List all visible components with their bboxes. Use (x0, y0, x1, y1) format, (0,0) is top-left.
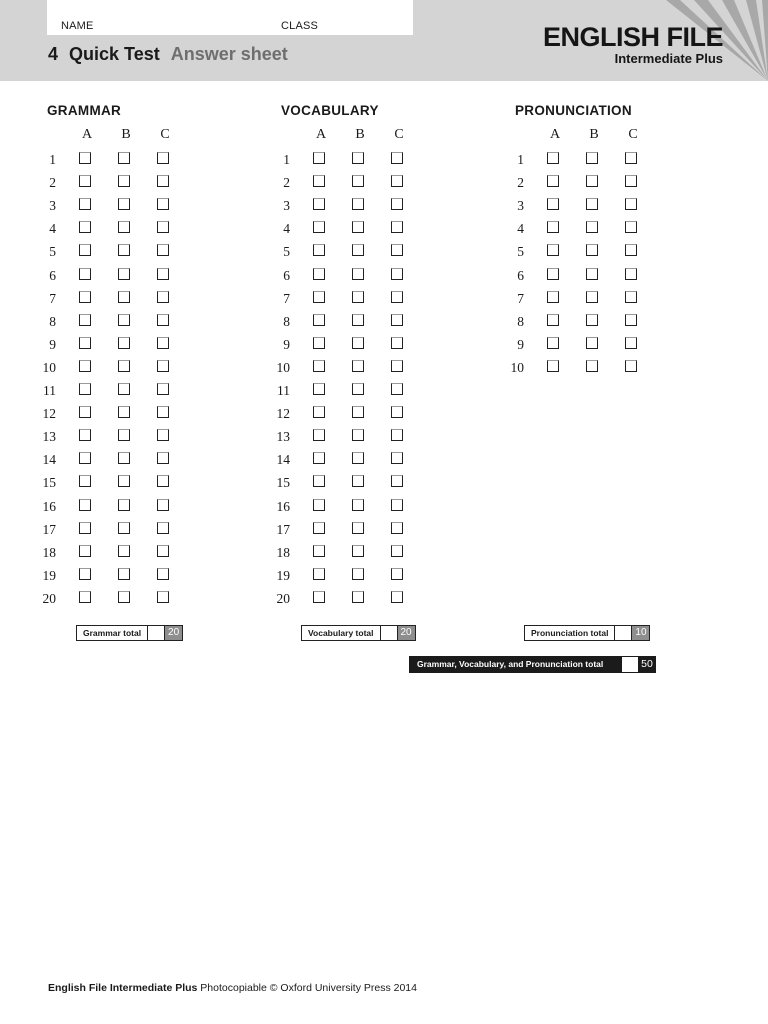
answer-checkbox-c[interactable] (625, 360, 637, 372)
answer-checkbox-a[interactable] (79, 522, 91, 534)
answer-checkbox-c[interactable] (625, 244, 637, 256)
question-number: 10 (276, 359, 290, 375)
answer-row (505, 358, 715, 378)
answer-checkbox-c[interactable] (391, 429, 403, 441)
section-title: PRONUNCIATION (515, 103, 632, 118)
answer-checkbox-b[interactable] (118, 429, 130, 441)
grammar-total-box (76, 625, 183, 641)
answer-row (271, 150, 481, 170)
test-subtitle: Answer sheet (170, 44, 288, 64)
answer-checkbox-b[interactable] (586, 244, 598, 256)
answer-row (271, 450, 481, 470)
answer-checkbox-a[interactable] (79, 406, 91, 418)
answer-checkbox-b[interactable] (352, 360, 364, 372)
question-number: 12 (276, 406, 290, 422)
question-number: 9 (283, 336, 290, 352)
answer-checkbox-b[interactable] (586, 198, 598, 210)
answer-checkbox-c[interactable] (625, 221, 637, 233)
question-number: 8 (49, 313, 56, 329)
class-label: CLASS (281, 20, 319, 32)
answer-checkbox-b[interactable] (586, 291, 598, 303)
answer-checkbox-a[interactable] (313, 568, 325, 580)
answer-checkbox-b[interactable] (352, 383, 364, 395)
question-number: 7 (283, 290, 290, 306)
answer-checkbox-a[interactable] (313, 314, 325, 326)
answer-checkbox-b[interactable] (352, 522, 364, 534)
answer-checkbox-a[interactable] (313, 360, 325, 372)
column-header-a: A (81, 127, 93, 142)
column-header-c: C (160, 127, 170, 142)
answer-checkbox-b[interactable] (118, 221, 130, 233)
column-header-a: A (549, 127, 561, 142)
question-number: 7 (49, 290, 56, 306)
question-number: 14 (42, 452, 56, 468)
answer-checkbox-a[interactable] (313, 383, 325, 395)
question-number: 2 (517, 175, 524, 191)
answer-row (271, 196, 481, 216)
answer-checkbox-c[interactable] (157, 291, 169, 303)
answer-checkbox-c[interactable] (391, 337, 403, 349)
question-number: 2 (283, 175, 290, 191)
question-number: 16 (42, 498, 56, 514)
answer-checkbox-b[interactable] (118, 244, 130, 256)
answer-checkbox-c[interactable] (157, 452, 169, 464)
answer-checkbox-c[interactable] (157, 429, 169, 441)
vocabulary-total-box (301, 625, 416, 641)
question-number: 4 (283, 221, 290, 237)
answer-checkbox-c[interactable] (391, 406, 403, 418)
answer-checkbox-c[interactable] (391, 475, 403, 487)
answer-checkbox-b[interactable] (118, 591, 130, 603)
answer-checkbox-a[interactable] (313, 175, 325, 187)
answer-row (505, 150, 715, 170)
answer-checkbox-a[interactable] (79, 383, 91, 395)
answer-checkbox-a[interactable] (547, 360, 559, 372)
answer-checkbox-c[interactable] (391, 175, 403, 187)
answer-checkbox-a[interactable] (79, 360, 91, 372)
answer-checkbox-c[interactable] (391, 383, 403, 395)
answer-row (505, 196, 715, 216)
answer-row (37, 335, 247, 355)
answer-checkbox-c[interactable] (391, 452, 403, 464)
answer-checkbox-b[interactable] (352, 244, 364, 256)
answer-checkbox-c[interactable] (157, 314, 169, 326)
answer-checkbox-c[interactable] (391, 591, 403, 603)
answer-row (271, 219, 481, 239)
answer-row (37, 242, 247, 262)
question-number: 1 (517, 152, 524, 167)
answer-checkbox-a[interactable] (79, 221, 91, 233)
answer-checkbox-c[interactable] (391, 499, 403, 511)
answer-row (271, 266, 481, 286)
answer-row (505, 312, 715, 332)
total-max: 20 (165, 626, 182, 640)
answer-checkbox-a[interactable] (79, 499, 91, 511)
answer-checkbox-c[interactable] (391, 268, 403, 280)
answer-checkbox-b[interactable] (118, 499, 130, 511)
answer-checkbox-a[interactable] (79, 314, 91, 326)
answer-checkbox-a[interactable] (79, 429, 91, 441)
answer-row (37, 543, 247, 563)
brand-title: ENGLISH FILE (542, 22, 723, 52)
column-header-a: A (315, 127, 327, 142)
answer-checkbox-b[interactable] (352, 429, 364, 441)
answer-row (37, 566, 247, 586)
answer-checkbox-a[interactable] (313, 406, 325, 418)
question-number: 1 (49, 152, 56, 167)
answer-checkbox-a[interactable] (547, 337, 559, 349)
answer-row (37, 219, 247, 239)
section-title: VOCABULARY (281, 103, 379, 118)
answer-checkbox-a[interactable] (313, 591, 325, 603)
answer-checkbox-b[interactable] (352, 591, 364, 603)
answer-checkbox-a[interactable] (313, 268, 325, 280)
question-number: 20 (42, 590, 56, 606)
answer-row (37, 266, 247, 286)
question-number: 19 (42, 567, 56, 583)
question-number: 13 (42, 429, 56, 445)
answer-row (37, 196, 247, 216)
answer-checkbox-b[interactable] (586, 337, 598, 349)
answer-checkbox-c[interactable] (157, 244, 169, 256)
answer-checkbox-c[interactable] (157, 268, 169, 280)
answer-row (505, 335, 715, 355)
answer-row (37, 358, 247, 378)
question-number: 5 (517, 244, 524, 260)
answer-checkbox-a[interactable] (313, 221, 325, 233)
answer-checkbox-c[interactable] (157, 383, 169, 395)
answer-row (37, 473, 247, 493)
grand-total-label: Grammar, Vocabulary, and Pronunciation total (417, 659, 604, 669)
answer-checkbox-c[interactable] (157, 499, 169, 511)
answer-checkbox-c[interactable] (391, 522, 403, 534)
question-number: 8 (517, 313, 524, 329)
answer-checkbox-c[interactable] (625, 291, 637, 303)
answer-checkbox-a[interactable] (313, 475, 325, 487)
footer (48, 982, 417, 994)
answer-checkbox-a[interactable] (313, 337, 325, 349)
column-header-b: B (121, 127, 131, 142)
pronunciation-section (510, 103, 715, 623)
answer-checkbox-b[interactable] (118, 175, 130, 187)
answer-checkbox-c[interactable] (625, 268, 637, 280)
question-number: 13 (276, 429, 290, 445)
total-label: Vocabulary total (302, 626, 381, 640)
answer-row (271, 335, 481, 355)
question-number: 5 (283, 244, 290, 260)
answer-checkbox-a[interactable] (79, 568, 91, 580)
answer-checkbox-b[interactable] (352, 499, 364, 511)
footer-brand: English File Intermediate Plus (48, 982, 198, 994)
answer-checkbox-a[interactable] (79, 291, 91, 303)
answer-row (505, 173, 715, 193)
section-title: GRAMMAR (47, 103, 122, 118)
answer-checkbox-c[interactable] (157, 475, 169, 487)
answer-checkbox-c[interactable] (157, 198, 169, 210)
answer-checkbox-c[interactable] (391, 314, 403, 326)
answer-checkbox-b[interactable] (118, 568, 130, 580)
test-number: 4 (48, 44, 59, 64)
answer-checkbox-c[interactable] (625, 314, 637, 326)
answer-checkbox-b[interactable] (118, 152, 130, 164)
question-number: 15 (42, 475, 56, 491)
answer-row (37, 173, 247, 193)
answer-checkbox-b[interactable] (118, 198, 130, 210)
question-number: 14 (276, 452, 290, 468)
answer-row (37, 312, 247, 332)
answer-checkbox-a[interactable] (313, 545, 325, 557)
question-number: 6 (517, 267, 524, 283)
test-title-text: Quick Test (69, 44, 160, 64)
answer-checkbox-c[interactable] (391, 198, 403, 210)
answer-checkbox-a[interactable] (547, 244, 559, 256)
answer-checkbox-c[interactable] (625, 198, 637, 210)
answer-checkbox-b[interactable] (118, 291, 130, 303)
answer-row (271, 173, 481, 193)
answer-row (505, 289, 715, 309)
answer-row (271, 381, 481, 401)
answer-checkbox-a[interactable] (79, 175, 91, 187)
answer-checkbox-a[interactable] (79, 475, 91, 487)
answer-checkbox-b[interactable] (118, 314, 130, 326)
answer-row (271, 312, 481, 332)
answer-row (505, 266, 715, 286)
question-number: 1 (283, 152, 290, 167)
answer-checkbox-b[interactable] (586, 314, 598, 326)
question-number: 6 (49, 267, 56, 283)
answer-checkbox-a[interactable] (313, 499, 325, 511)
grand-total-bar (409, 656, 656, 673)
pronunciation-total-box (524, 625, 650, 641)
column-header-c: C (628, 127, 638, 142)
answer-checkbox-a[interactable] (79, 545, 91, 557)
answer-checkbox-a[interactable] (79, 452, 91, 464)
answer-row (271, 497, 481, 517)
question-number: 9 (49, 336, 56, 352)
footer-rights: Photocopiable © Oxford University Press 2014 (200, 982, 417, 994)
answer-checkbox-a[interactable] (547, 152, 559, 164)
question-number: 2 (49, 175, 56, 191)
answer-row (271, 358, 481, 378)
answer-row (37, 589, 247, 609)
question-number: 10 (510, 359, 524, 375)
answer-row (37, 381, 247, 401)
answer-checkbox-c[interactable] (391, 568, 403, 580)
answer-checkbox-b[interactable] (118, 268, 130, 280)
answer-checkbox-a[interactable] (79, 152, 91, 164)
answer-checkbox-b[interactable] (352, 175, 364, 187)
answer-row (271, 242, 481, 262)
answer-checkbox-c[interactable] (391, 360, 403, 372)
question-number: 6 (283, 267, 290, 283)
answer-checkbox-c[interactable] (391, 152, 403, 164)
answer-checkbox-b[interactable] (586, 221, 598, 233)
answer-row (271, 404, 481, 424)
total-label: Pronunciation total (525, 626, 615, 640)
answer-checkbox-b[interactable] (352, 152, 364, 164)
answer-checkbox-b[interactable] (352, 198, 364, 210)
answer-checkbox-a[interactable] (313, 291, 325, 303)
answer-row (271, 473, 481, 493)
answer-checkbox-a[interactable] (79, 591, 91, 603)
question-number: 18 (276, 544, 290, 560)
answer-checkbox-a[interactable] (313, 522, 325, 534)
column-header-b: B (589, 127, 599, 142)
test-title (48, 44, 288, 65)
answer-checkbox-c[interactable] (157, 568, 169, 580)
vocabulary-section (276, 103, 481, 623)
question-number: 3 (283, 198, 290, 214)
answer-checkbox-a[interactable] (79, 268, 91, 280)
answer-checkbox-b[interactable] (352, 221, 364, 233)
pronunciation-total-input[interactable] (615, 626, 632, 640)
question-number: 11 (43, 383, 56, 398)
answer-checkbox-a[interactable] (547, 314, 559, 326)
answer-checkbox-b[interactable] (586, 175, 598, 187)
answer-checkbox-b[interactable] (352, 568, 364, 580)
grammar-total-input[interactable] (148, 626, 165, 640)
answer-checkbox-c[interactable] (157, 406, 169, 418)
grand-total-input[interactable] (622, 657, 638, 672)
answer-checkbox-c[interactable] (625, 337, 637, 349)
answer-checkbox-a[interactable] (313, 244, 325, 256)
question-number: 11 (277, 383, 290, 398)
question-number: 4 (517, 221, 524, 237)
column-header-b: B (355, 127, 365, 142)
answer-checkbox-b[interactable] (586, 268, 598, 280)
answer-checkbox-c[interactable] (157, 591, 169, 603)
answer-checkbox-b[interactable] (352, 314, 364, 326)
question-number: 20 (276, 590, 290, 606)
grand-total-max: 50 (641, 658, 653, 670)
answer-checkbox-c[interactable] (625, 152, 637, 164)
answer-row (505, 242, 715, 262)
question-number: 15 (276, 475, 290, 491)
vocabulary-total-input[interactable] (381, 626, 398, 640)
answer-row (271, 543, 481, 563)
answer-checkbox-a[interactable] (547, 175, 559, 187)
answer-checkbox-c[interactable] (391, 291, 403, 303)
answer-checkbox-a[interactable] (313, 452, 325, 464)
answer-checkbox-c[interactable] (391, 545, 403, 557)
answer-checkbox-a[interactable] (313, 429, 325, 441)
question-number: 17 (42, 521, 56, 537)
question-number: 10 (42, 359, 56, 375)
total-max: 10 (632, 626, 649, 640)
answer-checkbox-c[interactable] (157, 522, 169, 534)
question-number: 4 (49, 221, 56, 237)
answer-row (271, 427, 481, 447)
answer-checkbox-b[interactable] (352, 452, 364, 464)
question-number: 5 (49, 244, 56, 260)
question-number: 19 (276, 567, 290, 583)
question-number: 9 (517, 336, 524, 352)
answer-row (505, 219, 715, 239)
question-number: 8 (283, 313, 290, 329)
answer-checkbox-a[interactable] (547, 221, 559, 233)
answer-checkbox-c[interactable] (157, 337, 169, 349)
answer-checkbox-a[interactable] (79, 244, 91, 256)
answer-checkbox-b[interactable] (352, 291, 364, 303)
answer-checkbox-b[interactable] (118, 452, 130, 464)
question-number: 16 (276, 498, 290, 514)
name-label: NAME (61, 20, 94, 32)
answer-checkbox-a[interactable] (547, 291, 559, 303)
answer-checkbox-b[interactable] (118, 406, 130, 418)
answer-checkbox-b[interactable] (352, 406, 364, 418)
answer-checkbox-b[interactable] (118, 337, 130, 349)
answer-checkbox-a[interactable] (547, 198, 559, 210)
answer-checkbox-b[interactable] (352, 268, 364, 280)
answer-row (37, 497, 247, 517)
brand-subtitle: Intermediate Plus (614, 51, 723, 66)
header-band (0, 0, 768, 81)
question-number: 18 (42, 544, 56, 560)
answer-checkbox-b[interactable] (118, 360, 130, 372)
answer-checkbox-b[interactable] (118, 475, 130, 487)
answer-checkbox-b[interactable] (352, 337, 364, 349)
answer-row (37, 450, 247, 470)
answer-row (37, 427, 247, 447)
total-max: 20 (398, 626, 415, 640)
answer-row (271, 566, 481, 586)
answer-row (37, 404, 247, 424)
name-class-box[interactable] (47, 0, 413, 35)
question-number: 3 (517, 198, 524, 214)
answer-checkbox-b[interactable] (118, 383, 130, 395)
brand-logo (543, 22, 723, 66)
grammar-section (42, 103, 247, 623)
answer-checkbox-c[interactable] (391, 244, 403, 256)
answer-checkbox-a[interactable] (313, 198, 325, 210)
answer-checkbox-b[interactable] (586, 360, 598, 372)
answer-checkbox-a[interactable] (313, 152, 325, 164)
answer-row (37, 289, 247, 309)
answer-checkbox-c[interactable] (157, 152, 169, 164)
answer-checkbox-b[interactable] (352, 475, 364, 487)
column-header-c: C (394, 127, 404, 142)
question-number: 17 (276, 521, 290, 537)
answer-row (271, 289, 481, 309)
answer-row (37, 150, 247, 170)
answer-checkbox-b[interactable] (118, 545, 130, 557)
answer-checkbox-a[interactable] (79, 198, 91, 210)
answer-checkbox-a[interactable] (79, 337, 91, 349)
question-number: 7 (517, 290, 524, 306)
question-number: 3 (49, 198, 56, 214)
answer-checkbox-a[interactable] (547, 268, 559, 280)
answer-checkbox-b[interactable] (586, 152, 598, 164)
answer-checkbox-c[interactable] (625, 175, 637, 187)
answer-row (271, 589, 481, 609)
answer-checkbox-b[interactable] (352, 545, 364, 557)
answer-checkbox-c[interactable] (157, 360, 169, 372)
answer-row (271, 520, 481, 540)
answer-checkbox-c[interactable] (157, 221, 169, 233)
total-label: Grammar total (77, 626, 148, 640)
answer-checkbox-c[interactable] (157, 175, 169, 187)
answer-checkbox-c[interactable] (391, 221, 403, 233)
answer-row (37, 520, 247, 540)
answer-checkbox-b[interactable] (118, 522, 130, 534)
question-number: 12 (42, 406, 56, 422)
answer-checkbox-c[interactable] (157, 545, 169, 557)
